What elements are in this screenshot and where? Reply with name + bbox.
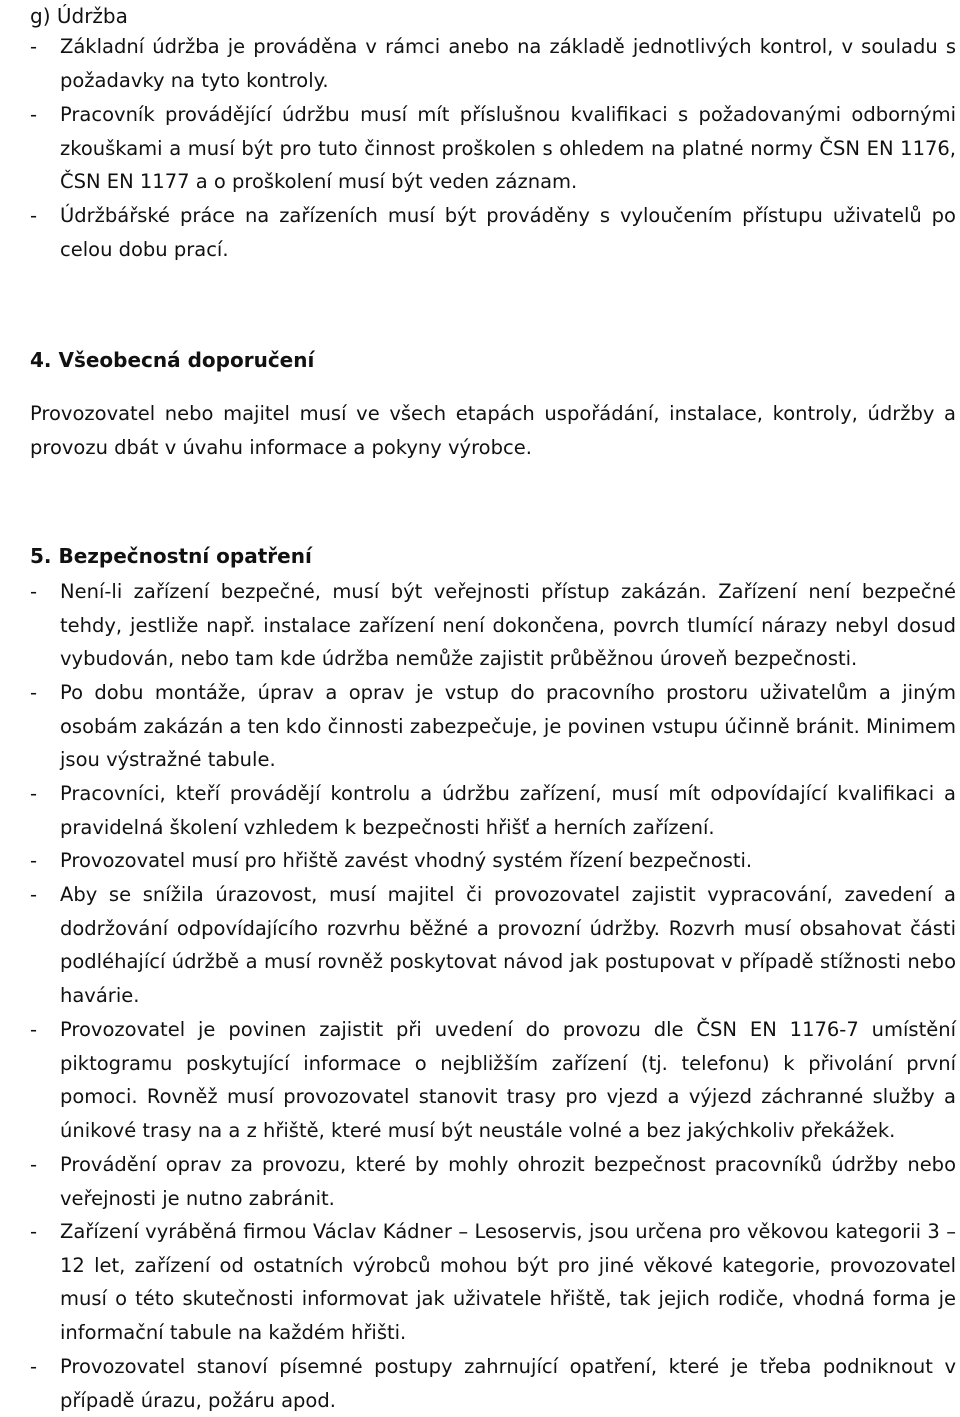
list-item xyxy=(30,98,956,199)
list-item xyxy=(30,1215,956,1350)
list-item xyxy=(30,1013,956,1148)
list-item xyxy=(30,878,956,1013)
bullet-dash: - xyxy=(30,1355,38,1378)
list-item-text: Údržbářské práce na zařízeních musí být prováděny s vyloučením přístupu uživatelů po celou dobu prací. xyxy=(60,204,956,261)
bullet-dash: - xyxy=(30,35,38,58)
bullet-dash: - xyxy=(30,580,38,603)
list-item xyxy=(30,30,956,97)
list-item-text: Aby se snížila úrazovost, musí majitel či provozovatel zajistit vypracování, zavedení a dodržování odpovídajícího rozvrhu běžné a provozní údržby. Rozvrh musí obsahovat části podléhající údržbě a musí rovněž poskytovat návod jak postupovat v případě stížnosti nebo havárie. xyxy=(60,883,956,1008)
bullet-dash: - xyxy=(30,883,38,906)
section-4-title: 4. Všeobecná doporučení xyxy=(30,348,315,372)
list-item-text: Pracovníci, kteří provádějí kontrolu a údržbu zařízení, musí mít odpovídající kvalifikaci a pravidelná školení vzhledem k bezpečnosti hřišť a herních zařízení. xyxy=(60,782,956,839)
list-item xyxy=(30,199,956,266)
bullet-dash: - xyxy=(30,782,38,805)
list-item xyxy=(30,844,956,878)
list-item xyxy=(30,1350,956,1417)
bullet-dash: - xyxy=(30,204,38,227)
list-item-text: Pracovník provádějící údržbu musí mít příslušnou kvalifikaci s požadovanými odbornými zkouškami a musí být pro tuto činnost proškolen s ohledem na platné normy ČSN EN 1176, ČSN EN 1177 a o proškolení musí být veden záznam. xyxy=(60,103,956,194)
list-item-text: Není-li zařízení bezpečné, musí být veřejnosti přístup zakázán. Zařízení není bezpečné tehdy, jestliže např. instalace zařízení není dokončena, povrch tlumící nárazy nebyl dosud vybudován, nebo tam kde údržba nemůže zajistit průběžnou úroveň bezpečnosti. xyxy=(60,580,956,671)
list-item-text: Provozovatel je povinen zajistit při uvedení do provozu dle ČSN EN 1176-7 umístění piktogramu poskytující informace o nejbližším zařízení (tj. telefonu) k přivolání první pomoci. Rovněž musí provozovatel stanovit trasy pro vjezd a výjezd záchranné služby a únikové trasy na a z hřiště, které musí být neustále volné a bez jakýchkoliv překážek. xyxy=(60,1018,956,1143)
list-item xyxy=(30,575,956,676)
list-item xyxy=(30,1148,956,1215)
list-item-text: Po dobu montáže, úprav a oprav je vstup do pracovního prostoru uživatelům a jiným osobám zakázán a ten kdo činnosti zabezpečuje, je povinen vstupu účinně bránit. Minimem jsou výstražné tabule. xyxy=(60,681,956,772)
list-item xyxy=(30,676,956,777)
list-item-text: Provozovatel musí pro hřiště zavést vhodný systém řízení bezpečnosti. xyxy=(60,849,753,872)
list-item-text: Základní údržba je prováděna v rámci anebo na základě jednotlivých kontrol, v souladu s požadavky na tyto kontroly. xyxy=(60,35,956,92)
section-4-paragraph: Provozovatel nebo majitel musí ve všech etapách uspořádání, instalace, kontroly, údržby a provozu dbát v úvahu informace a pokyny výrobce. xyxy=(30,402,956,459)
bullet-dash: - xyxy=(30,1220,38,1243)
bullet-dash: - xyxy=(30,103,38,126)
list-item-text: Provozovatel stanoví písemné postupy zahrnující opatření, které je třeba podniknout v případě úrazu, požáru apod. xyxy=(60,1355,956,1412)
section-5-title: 5. Bezpečnostní opatření xyxy=(30,544,312,568)
bullet-dash: - xyxy=(30,1153,38,1176)
list-item-text: Provádění oprav za provozu, které by mohly ohrozit bezpečnost pracovníků údržby nebo veřejnosti je nutno zabránit. xyxy=(60,1153,956,1210)
bullet-dash: - xyxy=(30,849,38,872)
bullet-dash: - xyxy=(30,681,38,704)
list-item-text: Zařízení vyráběná firmou Václav Kádner – Lesoservis, jsou určena pro věkovou kategorii 3 – 12 let, zařízení od ostatních výrobců mohou být pro jiné věkové kategorie, provozovatel musí o této skutečnosti informovat jak uživatele hřiště, tak jejich rodiče, vhodná forma je informační tabule na každém hřišti. xyxy=(60,1220,956,1345)
list-item xyxy=(30,777,956,844)
section-g-title: g) Údržba xyxy=(30,4,128,28)
bullet-dash: - xyxy=(30,1018,38,1041)
